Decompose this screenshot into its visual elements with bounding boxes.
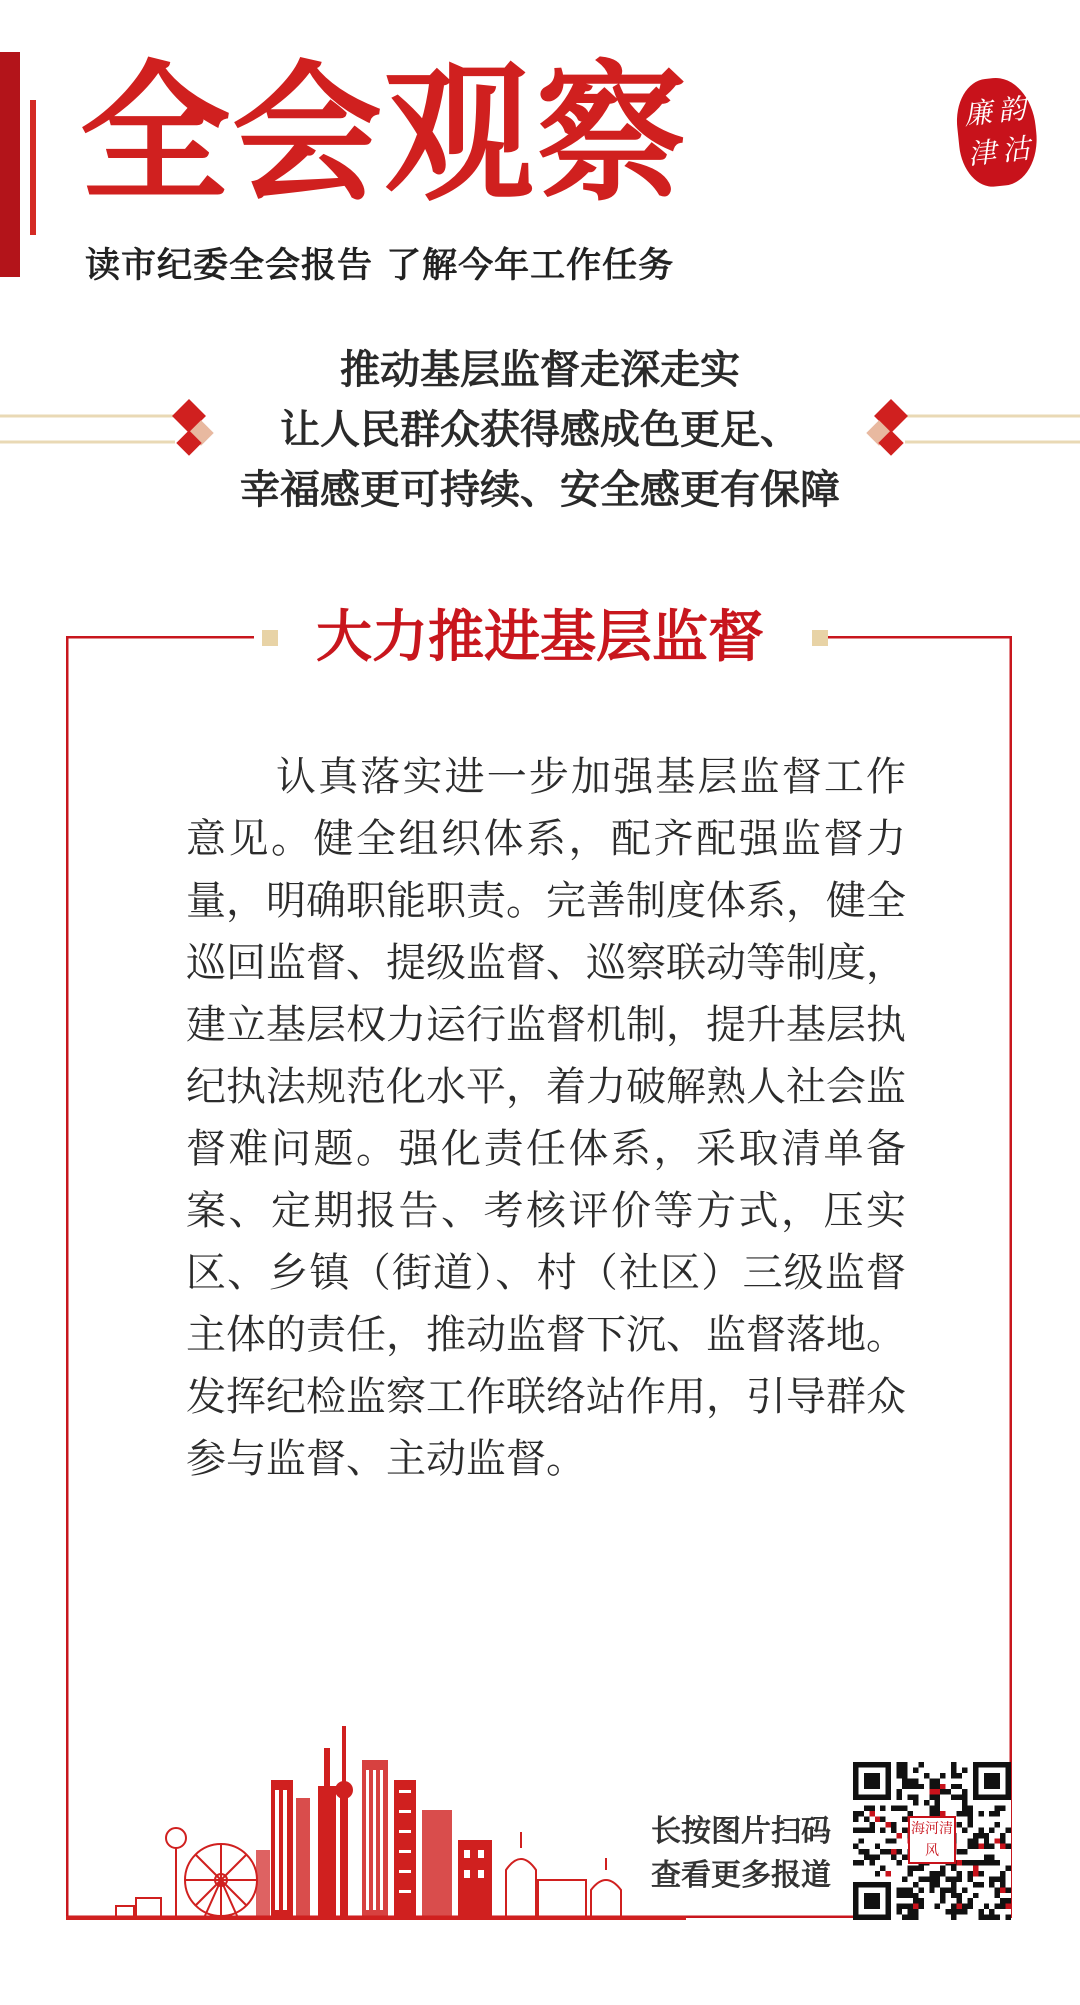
section-title: 大力推进基层监督	[316, 605, 764, 670]
seal-char: 廉	[962, 95, 994, 132]
seal-logo	[953, 74, 1042, 190]
seal-char: 沽	[1000, 131, 1032, 168]
page-title: 全会观察	[80, 48, 689, 222]
qr-logo-char: 风	[925, 1843, 939, 1859]
header-accent-stripe	[30, 100, 36, 235]
qr-caption-line: 长按图片扫码	[651, 1814, 831, 1849]
headline-line: 让人民群众获得感成色更足、	[280, 407, 800, 453]
header-accent-bar	[0, 52, 20, 277]
headline-line: 推动基层监督走深走实	[340, 347, 740, 393]
section-body: 认真落实进一步加强基层监督工作意见。健全组织体系，配齐配强监督力量，明确职能职责。完善制度体系，健全巡回监督、提级监督、巡察联动等制度，建立基层权力运行监督机制，提升基层执纪执法规范化水平，着力破解熟人社会监督难问题。强化责任体系，采取清单备案、定期报告、考核评价等方式，压实区、乡镇（街道）、村（社区）三级监督主体的责任，推动监督下沉、监督落地。发挥纪检监察工作联络站作用，引导群众参与监督、主动监督。	[186, 754, 906, 1482]
city-skyline-illustration	[66, 1720, 686, 1920]
qr-caption-line: 查看更多报道	[651, 1858, 831, 1893]
headline	[0, 340, 1080, 520]
seal-char: 津	[966, 135, 998, 172]
qr-logo-char: 清	[939, 1821, 953, 1837]
page-subtitle: 读市纪委全会报告 了解今年工作任务	[85, 246, 675, 286]
headline-line: 幸福感更可持续、安全感更有保障	[240, 467, 840, 513]
qr-center-logo	[908, 1816, 956, 1864]
qr-logo-char: 海	[911, 1821, 925, 1837]
seal-char: 韵	[996, 91, 1028, 128]
qr-caption	[636, 1810, 846, 1898]
qr-logo-char: 河	[925, 1821, 939, 1837]
